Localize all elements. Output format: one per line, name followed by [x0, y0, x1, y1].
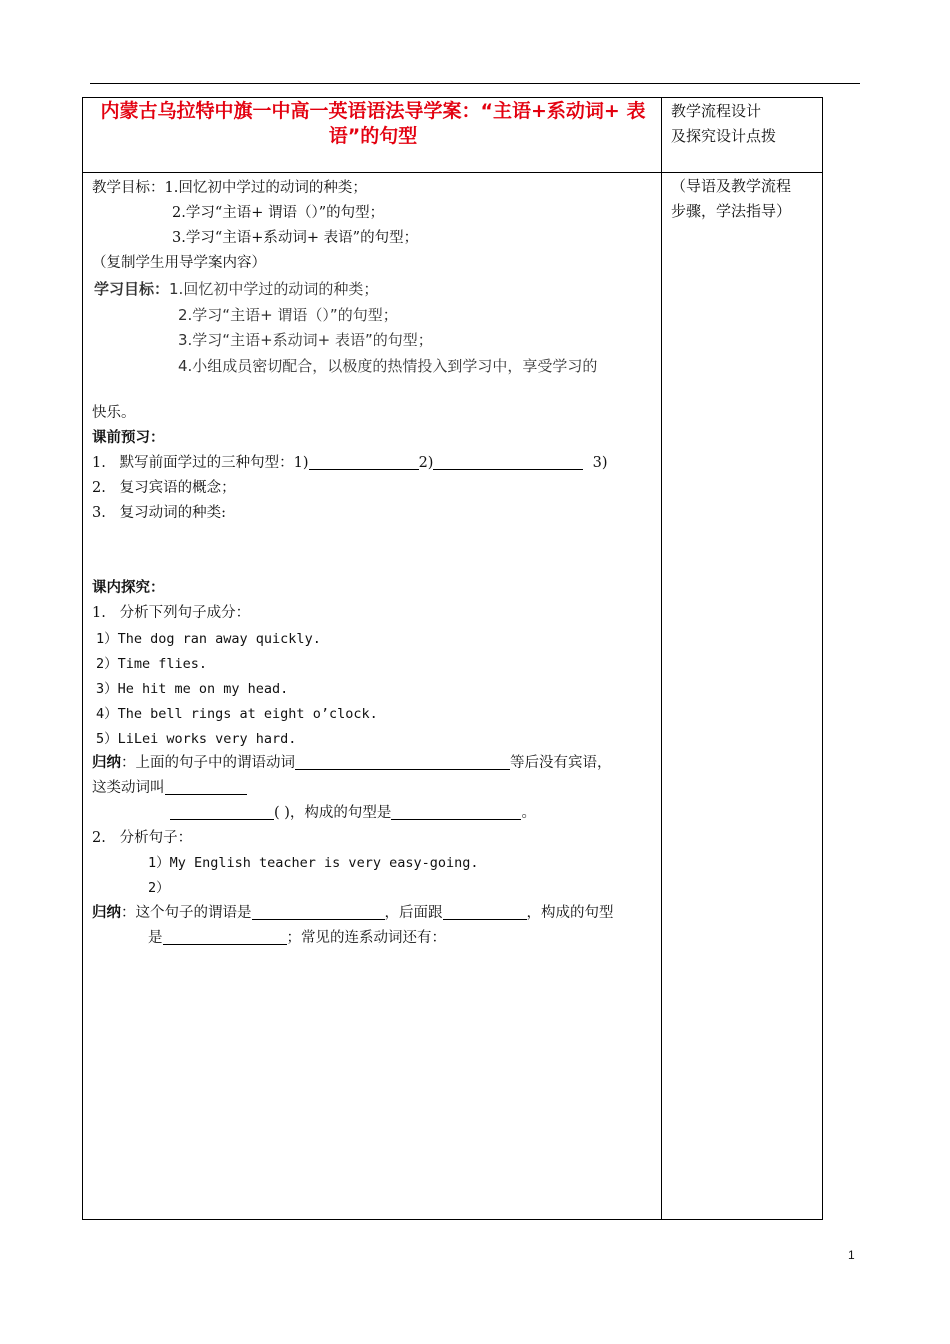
explore-q1-text: 分析下列句子成分： [119, 605, 251, 621]
learning-goals-label: 学习目标： [94, 280, 170, 298]
preview-q1-number: 1. [92, 455, 106, 471]
preview-q1-mark2: 2) [418, 455, 434, 471]
document-title: 内蒙古乌拉特中旗一中高一英语语法导学案：“主语+系动词+ 表语”的句型 [100, 100, 646, 147]
explore-q2-text: 分析句子： [119, 830, 193, 846]
example-sentence: 5）LiLei works very hard. [96, 731, 297, 747]
example-sentence: 2） [148, 880, 170, 896]
objective-item: 2.学习“主语+ 谓语（）”的句型； [172, 205, 385, 221]
example-sentence: 4）The bell rings at eight o’clock. [96, 706, 378, 722]
summary2-text-b: ，后面跟 [384, 905, 443, 921]
preview-q1-mark3: 3) [592, 455, 608, 471]
blank-line[interactable] [165, 778, 247, 795]
summary1-text-b: 等后没有宾语， [510, 755, 612, 771]
summary1-line2 [92, 776, 247, 797]
side-heading-line2: 及探究设计点拨 [671, 127, 777, 145]
summary2-line2 [148, 926, 446, 947]
header-rule [90, 83, 860, 84]
summary2-text-e: ；常见的连系动词还有： [286, 930, 446, 946]
summary1-line1 [92, 751, 612, 772]
blank-line[interactable] [163, 928, 287, 945]
preview-q3-number: 3. [92, 505, 106, 521]
copy-note: （复制学生用导学案内容） [92, 255, 266, 271]
summary2-text-c: ，构成的句型 [526, 905, 614, 921]
explore-q2-number: 2. [92, 830, 106, 846]
learning-goal-item: 2.学习“主语+ 谓语（）”的句型； [178, 306, 398, 324]
side-note-line1: （导语及教学流程 [671, 177, 792, 195]
learning-goal-item: 4.小组成员密切配合，以极度的热情投入到学习中，享受学习的 [178, 357, 598, 375]
objective-item: 3.学习“主语+系动词+ 表语”的句型； [172, 230, 419, 246]
preview-q2-number: 2. [92, 480, 106, 496]
example-sentence: 1）My English teacher is very easy-going. [148, 855, 479, 871]
summary1-text-a: ：上面的句子中的谓语动词 [121, 755, 295, 771]
summary2-text-d: 是 [148, 930, 163, 946]
explore-heading: 课内探究： [92, 580, 165, 596]
column-divider [661, 97, 662, 1220]
blank-line[interactable] [295, 753, 510, 770]
page-number: 1 [848, 1248, 855, 1262]
summary2-text-a: ：这个句子的谓语是 [121, 905, 252, 921]
row-divider [82, 172, 823, 173]
objective-item: 1.回忆初中学过的动词的种类； [164, 180, 367, 196]
summary1-line3 [170, 801, 536, 822]
blank-line[interactable] [252, 903, 385, 920]
summary1-text-e: 。 [521, 805, 536, 821]
preview-q3-text: 复习动词的种类: [119, 505, 227, 521]
side-heading [671, 99, 821, 149]
example-sentence: 2）Time flies. [96, 656, 208, 672]
preview-q2 [92, 476, 236, 497]
summary1-text-c: 这类动词叫 [92, 780, 165, 796]
explore-q2 [92, 826, 192, 847]
side-note [671, 174, 821, 224]
blank-line[interactable] [170, 803, 274, 820]
preview-q1-text: 默写前面学过的三种句型：1) [119, 455, 309, 471]
preview-heading: 课前预习： [92, 430, 165, 446]
learning-goals-image [92, 274, 658, 384]
side-heading-line1: 教学流程设计 [671, 102, 762, 120]
objectives-line1 [92, 176, 367, 197]
summary1-label: 归纳 [92, 755, 121, 771]
example-sentence: 3）He hit me on my head. [96, 681, 289, 697]
blank-line[interactable] [443, 903, 527, 920]
example-sentence: 1）The dog ran away quickly. [96, 631, 321, 647]
preview-q1 [92, 451, 608, 472]
objectives-label: 教学目标： [92, 180, 165, 196]
summary2-label: 归纳 [92, 905, 121, 921]
learning-goal-item: 3.学习“主语+系动词+ 表语”的句型； [178, 331, 433, 349]
explore-q1-number: 1. [92, 605, 106, 621]
learning-goal-item: 1.回忆初中学过的动词的种类； [169, 280, 379, 298]
side-note-line2: 步骤，学法指导） [671, 202, 792, 220]
blank-line[interactable] [433, 453, 583, 470]
summary2-line1 [92, 901, 614, 922]
blank-line[interactable] [391, 803, 521, 820]
summary1-text-d: ( )，构成的句型是 [274, 805, 392, 821]
preview-q2-text: 复习宾语的概念； [119, 480, 236, 496]
explore-q1 [92, 601, 250, 622]
learning-goal-cont: 快乐。 [92, 405, 136, 421]
blank-line[interactable] [309, 453, 419, 470]
preview-q3 [92, 501, 226, 522]
